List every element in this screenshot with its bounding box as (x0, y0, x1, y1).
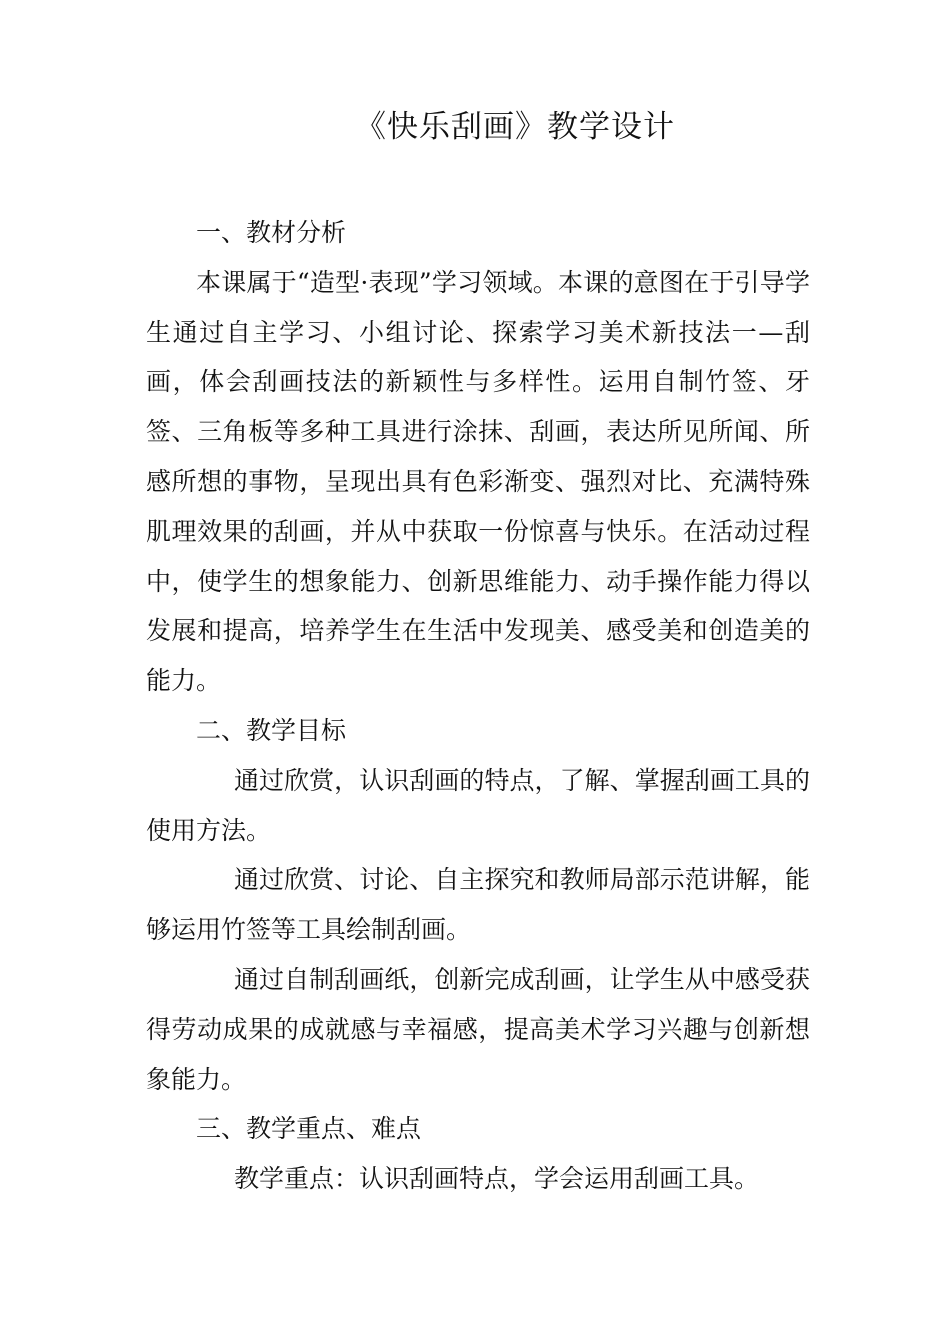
paragraph-materials-analysis: 本课属于“造型·表现”学习领域。本课的意图在于引导学生通过自主学习、小组讨论、探索学习美术新技法一—刮画，体会刮画技法的新颖性与多样性。运用自制竹签、牙签、三角板等多种工具进行涂抹、刮画，表达所见所闻、所感所想的事物，呈现出具有色彩渐变、强烈对比、充满特殊肌理效果的刮画，并从中获取一份惊喜与快乐。在活动过程中，使学生的想象能力、创新思维能力、动手操作能力得以发展和提高，培养学生在生活中发现美、感受美和创造美的能力。 (146, 267, 810, 696)
paragraph-goal-2: 通过欣赏、讨论、自主探究和教师局部示范讲解，能够运用竹签等工具绘制刮画。 (146, 865, 810, 945)
document-title: 《快乐刮画》教学设计 (355, 109, 675, 145)
document-body (146, 208, 810, 1204)
paragraph-key-point: 教学重点：认识刮画特点，学会运用刮画工具。 (234, 1164, 760, 1194)
section-heading-teaching-goals: 二、教学目标 (196, 715, 347, 745)
paragraph-goal-1: 通过欣赏，认识刮画的特点，了解、掌握刮画工具的使用方法。 (146, 765, 810, 845)
section-heading-key-points: 三、教学重点、难点 (196, 1114, 422, 1144)
paragraph-goal-3: 通过自制刮画纸，创新完成刮画，让学生从中感受获得劳动成果的成就感与幸福感，提高美术学习兴趣与创新想象能力。 (146, 964, 810, 1094)
section-heading-materials-analysis: 一、教材分析 (196, 218, 347, 247)
